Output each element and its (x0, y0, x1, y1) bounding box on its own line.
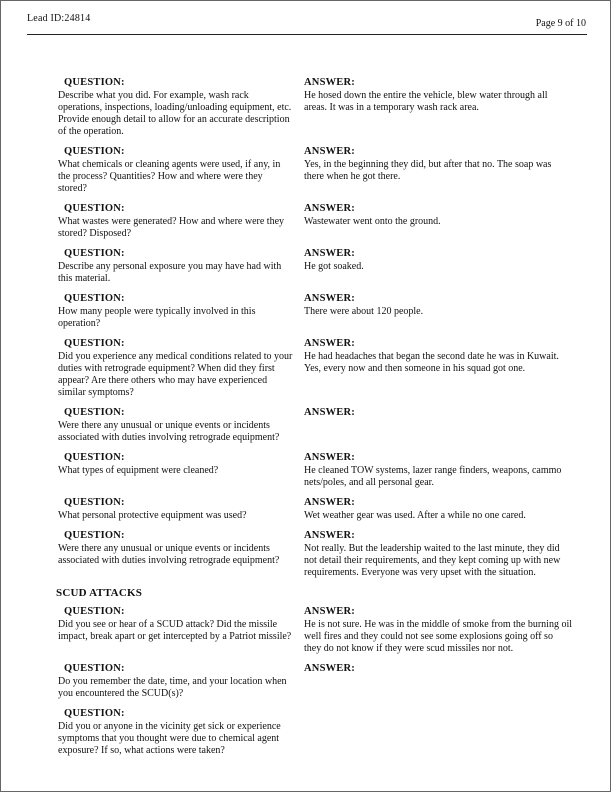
answer-column (304, 407, 582, 444)
question-label: QUESTION: (64, 146, 125, 157)
question-text: What wastes were generated? How and where were they stored? Disposed? (58, 216, 285, 239)
question-column (58, 248, 304, 285)
qa-row (58, 606, 582, 655)
qa-row (58, 530, 582, 579)
answer-label: ANSWER: (304, 407, 355, 418)
qa-row (58, 203, 582, 240)
qa-row (58, 497, 582, 522)
question-text: What types of equipment were cleaned? (58, 465, 219, 476)
answer-label: ANSWER: (304, 77, 355, 88)
question-text: Describe what you did. For example, wash rack operations, inspections, loading/unloading equipment, etc. Provide enough detail to allow for an accurate description of the operation. (58, 90, 292, 137)
answer-label: ANSWER: (304, 248, 355, 259)
answer-label: ANSWER: (304, 497, 355, 508)
question-label: QUESTION: (64, 452, 125, 463)
answer-column-empty (304, 708, 582, 757)
qa-row (58, 407, 582, 444)
question-column (58, 606, 304, 655)
question-column (58, 452, 304, 489)
lead-id: Lead ID:24814 (27, 13, 91, 24)
question-text: Were there any unusual or unique events or incidents associated with duties involving retrograde equipment? (58, 543, 280, 566)
answer-column (304, 203, 582, 240)
answer-label: ANSWER: (304, 338, 355, 349)
answer-text: He is not sure. He was in the middle of smoke from the burning oil well fires and they could not see some explosions going off so they do not know if they were scud missiles nor not. (304, 619, 573, 654)
question-column (58, 407, 304, 444)
question-label: QUESTION: (64, 203, 125, 214)
question-text: Do you remember the date, time, and your location when you encountered the SCUD(s)? (58, 676, 287, 699)
answer-column (304, 530, 582, 579)
question-text: What personal protective equipment was used? (58, 510, 247, 521)
question-column (58, 497, 304, 522)
answer-column (304, 606, 582, 655)
question-column (58, 146, 304, 195)
page-header (1, 1, 610, 32)
qa-row (58, 708, 582, 757)
question-label: QUESTION: (64, 497, 125, 508)
question-text: How many people were typically involved in this operation? (58, 306, 256, 329)
qa-row (58, 663, 582, 700)
answer-text: Yes, in the beginning they did, but after that no. The soap was there when he got there. (304, 159, 552, 182)
question-label: QUESTION: (64, 530, 125, 541)
answer-label: ANSWER: (304, 530, 355, 541)
question-column (58, 708, 304, 757)
answer-text: He had headaches that began the second date he was in Kuwait. Yes, every now and then someone in his squad got one. (304, 351, 559, 374)
question-text: Were there any unusual or unique events or incidents associated with duties involving retrograde equipment? (58, 420, 280, 443)
qa-row (58, 77, 582, 138)
answer-column (304, 77, 582, 138)
question-label: QUESTION: (64, 606, 125, 617)
answer-text: Wet weather gear was used. After a while no one cared. (304, 510, 526, 521)
question-column (58, 77, 304, 138)
qa-row (58, 293, 582, 330)
question-label: QUESTION: (64, 293, 125, 304)
answer-column (304, 663, 582, 700)
question-label: QUESTION: (64, 407, 125, 418)
header-rule (27, 34, 587, 35)
answer-column (304, 452, 582, 489)
question-text: Describe any personal exposure you may have had with this material. (58, 261, 282, 284)
section-heading-scud-attacks: SCUD ATTACKS (56, 587, 143, 599)
question-label: QUESTION: (64, 77, 125, 88)
question-label: QUESTION: (64, 708, 125, 719)
answer-column (304, 338, 582, 399)
answer-text: He hosed down the entire the vehicle, blew water through all areas. It was in a temporary wash rack area. (304, 90, 548, 113)
page-number: Page 9 of 10 (535, 18, 586, 29)
answer-column (304, 248, 582, 285)
question-text: Did you or anyone in the vicinity get sick or experience symptoms that you thought were due to chemical agent exposure? If so, what actions were taken? (58, 721, 281, 756)
question-column (58, 203, 304, 240)
question-column (58, 338, 304, 399)
answer-label: ANSWER: (304, 606, 355, 617)
qa-row (58, 338, 582, 399)
question-column (58, 530, 304, 579)
qa-row (58, 146, 582, 195)
qa-row (58, 248, 582, 285)
answer-text: He cleaned TOW systems, lazer range finders, weapons, cammo nets/poles, and all personal gear. (304, 465, 562, 488)
question-text: What chemicals or cleaning agents were used, if any, in the process? Quantities? How and where were they stored? (58, 159, 281, 194)
answer-label: ANSWER: (304, 146, 355, 157)
answer-column (304, 293, 582, 330)
answer-label: ANSWER: (304, 293, 355, 304)
question-label: QUESTION: (64, 663, 125, 674)
question-label: QUESTION: (64, 338, 125, 349)
qa-content (58, 77, 582, 757)
answer-text: Not really. But the leadership waited to the last minute, they did not detail their requirements, and they kept coming up with new requirements. Everyone was very upset with the situation. (304, 543, 561, 578)
answer-label: ANSWER: (304, 203, 355, 214)
answer-label: ANSWER: (304, 452, 355, 463)
answer-column (304, 497, 582, 522)
question-column (58, 663, 304, 700)
answer-text: There were about 120 people. (304, 306, 424, 317)
answer-column (304, 146, 582, 195)
qa-row (58, 452, 582, 489)
question-text: Did you experience any medical conditions related to your duties with retrograde equipment? When did they first appear? Are there others who may have experienced similar symptoms? (58, 351, 293, 398)
question-label: QUESTION: (64, 248, 125, 259)
answer-label: ANSWER: (304, 663, 355, 674)
answer-text: Wastewater went onto the ground. (304, 216, 441, 227)
question-text: Did you see or hear of a SCUD attack? Did the missile impact, break apart or get intercepted by a Patriot missile? (58, 619, 292, 642)
answer-text: He got soaked. (304, 261, 364, 272)
question-column (58, 293, 304, 330)
